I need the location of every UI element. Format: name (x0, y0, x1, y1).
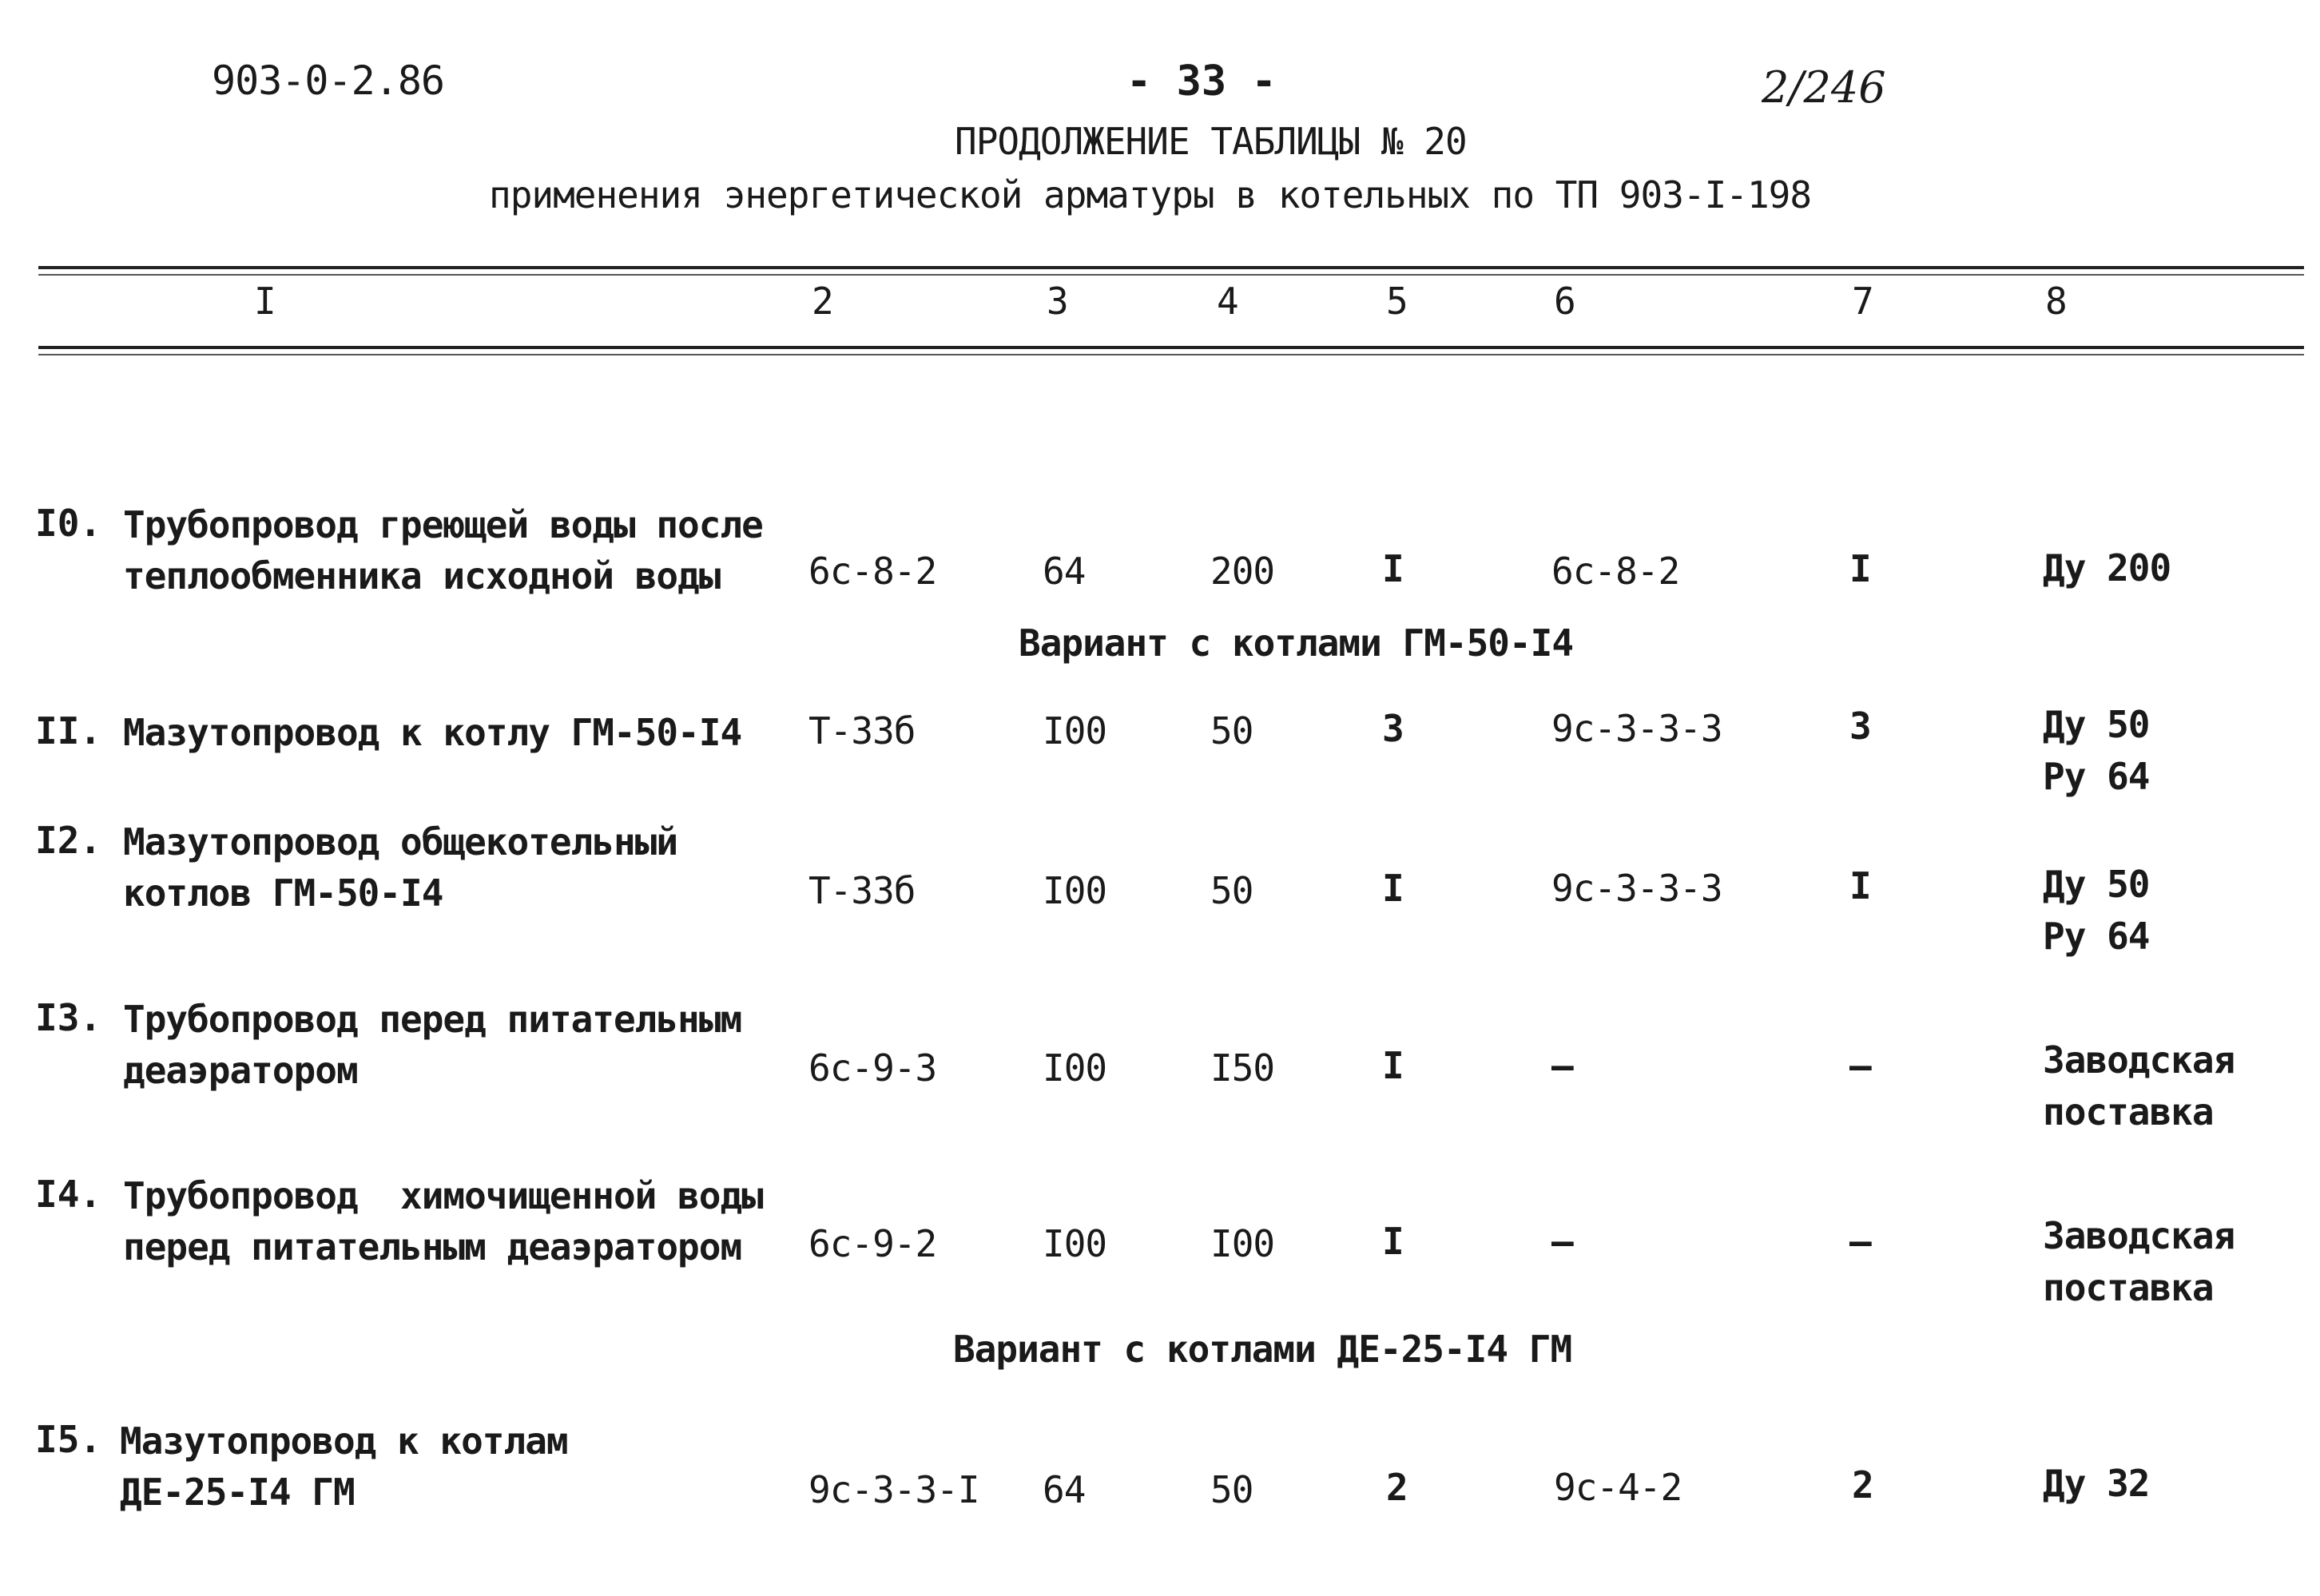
row-number: I4. (35, 1173, 102, 1216)
row-col7: – (1849, 1044, 1871, 1087)
table-subtitle: применения энергетической арматуры в котельных по ТП 903-I-198 (489, 173, 1812, 216)
row-col5: I (1382, 867, 1404, 910)
row-col4: 200 (1210, 550, 1275, 593)
row-note-line2: Ру 64 (2043, 915, 2150, 958)
row-col3: I00 (1043, 709, 1107, 752)
row-col3: I00 (1043, 1222, 1107, 1265)
row-note-line1: Ду 50 (2043, 863, 2150, 906)
row-col6: 9с-4-2 (1554, 1466, 1682, 1509)
row-col4: 50 (1210, 1468, 1253, 1511)
row-col3: I00 (1043, 869, 1107, 912)
row-description-line2: теплообменника исходной воды (123, 554, 721, 598)
column-header-1: I (254, 280, 276, 323)
row-col7: I (1849, 864, 1871, 907)
row-col2: 6с-8-2 (808, 550, 937, 593)
row-col6: – (1551, 1220, 1573, 1263)
row-col2: 6с-9-2 (808, 1222, 937, 1265)
row-col2: Т-33б (808, 709, 916, 752)
column-header-7: 7 (1852, 280, 1874, 323)
page-number: - 33 - (1126, 58, 1277, 105)
row-description-line1: Мазутопровод к котлам (120, 1419, 568, 1463)
row-description-line1: Трубопровод химочищенной воды (123, 1174, 763, 1217)
column-header-3: 3 (1047, 280, 1069, 323)
row-description-line1: Трубопровод перед питательным (123, 998, 742, 1041)
row-number: I0. (35, 502, 102, 545)
row-description-line1: Трубопровод греющей воды после (123, 503, 763, 546)
row-note-line1: Заводская (2043, 1038, 2235, 1082)
row-col2: 6с-9-3 (808, 1046, 937, 1090)
row-number: I3. (35, 996, 102, 1039)
column-header-4: 4 (1217, 280, 1239, 323)
row-col3: I00 (1043, 1046, 1107, 1090)
row-col3: 64 (1043, 550, 1086, 593)
table-title: ПРОДОЛЖЕНИЕ ТАБЛИЦЫ № 20 (955, 120, 1467, 163)
row-col5: I (1382, 1044, 1404, 1087)
row-col6: – (1551, 1044, 1573, 1087)
row-note-line2: поставка (2043, 1090, 2214, 1133)
row-col2: Т-33б (808, 869, 916, 912)
row-note-line1: Ду 32 (2043, 1462, 2150, 1505)
row-col4: 50 (1210, 709, 1253, 752)
row-number: I2. (35, 819, 102, 862)
row-col5: I (1382, 1220, 1404, 1263)
row-col3: 64 (1043, 1468, 1086, 1511)
row-note-line1: Ду 50 (2043, 703, 2150, 746)
row-note-line2: поставка (2043, 1266, 2214, 1309)
row-col5: 2 (1386, 1466, 1408, 1509)
row-number: I5. (35, 1418, 102, 1461)
row-note-line1: Ду 200 (2043, 546, 2171, 590)
column-header-8: 8 (2045, 280, 2068, 323)
header-top-rule-thin (38, 274, 2304, 276)
row-description-line2: деаэратором (123, 1049, 358, 1092)
row-col7: 3 (1849, 705, 1871, 748)
row-number: II. (35, 709, 102, 752)
header-bottom-rule (38, 346, 2304, 349)
row-col4: 50 (1210, 869, 1253, 912)
column-header-5: 5 (1386, 280, 1408, 323)
row-description-line2: ДЕ-25-I4 ГМ (120, 1471, 355, 1514)
row-col7: 2 (1852, 1463, 1873, 1507)
row-col6: 9с-3-3-3 (1551, 867, 1722, 910)
row-col6: 9с-3-3-3 (1551, 707, 1722, 750)
sheet-number: 2/246 (1762, 62, 1886, 113)
row-note-line1: Заводская (2043, 1214, 2235, 1257)
variant-heading-de: Вариант с котлами ДЕ-25-I4 ГМ (953, 1328, 1572, 1371)
header-top-rule (38, 266, 2304, 269)
row-col2: 9с-3-3-I (808, 1468, 979, 1511)
row-col4: I50 (1210, 1046, 1275, 1090)
row-col6: 6с-8-2 (1551, 550, 1680, 593)
row-col5: 3 (1382, 707, 1404, 750)
document-code: 903-0-2.86 (212, 58, 445, 104)
row-note-line2: Ру 64 (2043, 755, 2150, 798)
row-col4: I00 (1210, 1222, 1275, 1265)
row-col5: I (1382, 547, 1404, 590)
column-header-2: 2 (812, 280, 834, 323)
row-col7: – (1849, 1220, 1871, 1263)
row-description-line2: перед питательным деаэратором (123, 1225, 742, 1268)
variant-heading-gm: Вариант с котлами ГМ-50-I4 (1019, 621, 1574, 665)
header-bottom-rule-thin (38, 354, 2304, 355)
row-description-line2: котлов ГМ-50-I4 (123, 871, 443, 915)
row-description-line1: Мазутопровод к котлу ГМ-50-I4 (123, 711, 742, 754)
row-description-line1: Мазутопровод общекотельный (123, 820, 678, 864)
column-header-6: 6 (1554, 280, 1576, 323)
row-col7: I (1849, 547, 1871, 590)
